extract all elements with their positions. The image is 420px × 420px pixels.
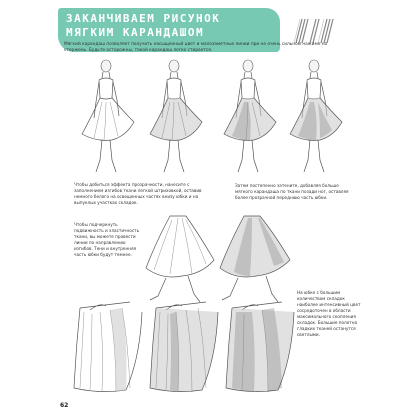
- drapery-study-3: [222, 298, 300, 398]
- drapery-study-2: [146, 298, 224, 398]
- caption-many-folds: На юбке с большим количеством складок наиболее интенсивный цвет сосредоточен в области максимального скопления складок. Большие полотна гладких тканей останутся светлыми.: [297, 290, 361, 337]
- title-line-1: ЗАКАНЧИВАЕМ РИСУНОК: [66, 12, 221, 25]
- page-number: 62: [60, 402, 69, 409]
- intro-text: Мягкий карандаш позволяет получить насыщенный цвет и малозаметные линии при не очень сильном нажиме на стержень. Будьте осторожны, такой карандаш легко стирается.: [64, 42, 328, 53]
- figure-stage-2: [140, 56, 210, 180]
- skirt-detail-sketch: [142, 212, 220, 308]
- figure-stage-3: [214, 56, 284, 180]
- caption-transparency: Чтобы добиться эффекта прозрачности, нанесите с заполнением изгибов ткани легкой штриховкой, оставив немного белого на освещенных частях внизу юбки и на выпуклых участках складок.: [74, 182, 202, 205]
- figure-stage-4: [280, 56, 350, 180]
- skirt-detail-shaded: [216, 212, 296, 308]
- drapery-study-1: [70, 298, 148, 398]
- title-line-2: МЯГКИМ КАРАНДАШОМ: [66, 26, 205, 39]
- page-title: [66, 12, 281, 40]
- caption-gradual-shading: Затем постепенно затените, добавляя больше мягкого карандаша по ткани позади ног, оставляя более прозрачной переднюю часть юбки.: [235, 183, 349, 200]
- caption-fabric-movement: Чтобы подчеркнуть подвижность и эластичность ткани, вы можете провести линии по направлению изгибов. Тени и внутренняя часть юбки будут темнее.: [74, 222, 140, 257]
- figure-stage-1: [72, 56, 142, 180]
